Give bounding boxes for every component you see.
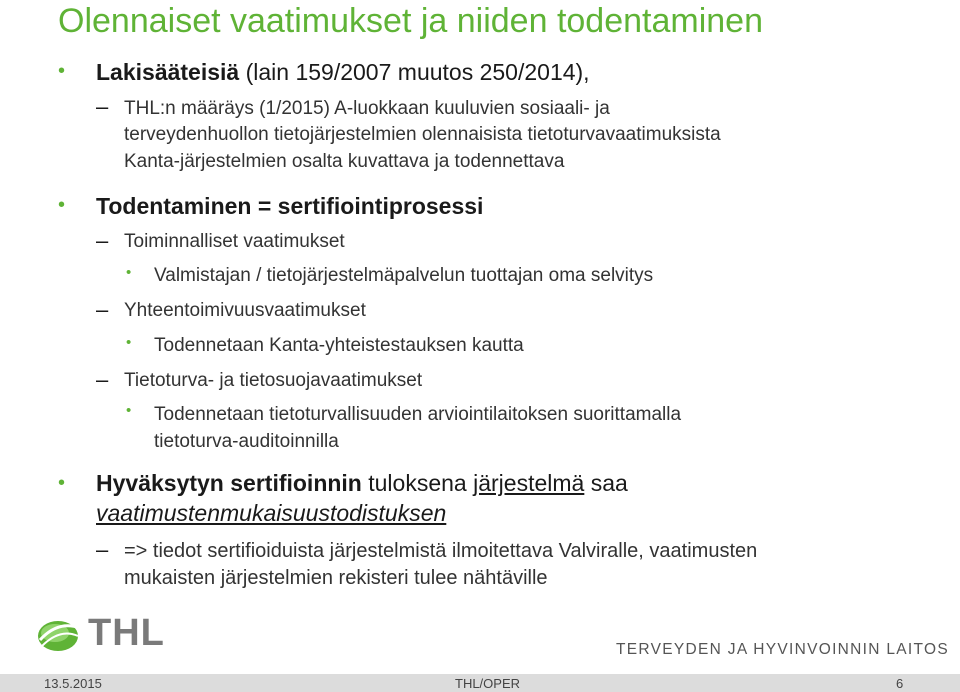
item-certification-bold: Hyväksytyn sertifioinnin [96,470,362,496]
bullet-icon: • [126,334,132,351]
item-legal [96,59,590,86]
item-interoperability: Yhteentoimivuusvaatimukset [124,300,366,321]
item-functional-detail: Valmistajan / tietojärjestelmäpalvelun tuottajan oma selvitys [154,265,654,286]
item-verification: Todentaminen = sertifiointiprosessi [96,193,484,219]
dash-icon: – [96,94,109,119]
item-certification-end: saa [584,470,628,496]
dash-icon: – [96,537,109,562]
item-certification-line2: vaatimustenmukaisuustodistuksen [96,500,447,526]
item-functional-requirements: Toiminnalliset vaatimukset [124,231,345,252]
organization-name: TERVEYDEN JA HYVINVOINNIN LAITOS [616,641,950,658]
item-certification [96,470,628,497]
item-valvira-line1: => tiedot sertifioiduista järjestelmistä ilmoitettava Valviralle, vaatimusten [124,540,758,562]
item-legal-rest: (lain 159/2007 muutos 250/2014), [239,59,590,85]
bullet-icon: • [126,264,132,281]
item-security: Tietoturva- ja tietosuojavaatimukset [124,370,423,391]
item-security-detail-line1: Todennetaan tietoturvallisuuden arviointilaitoksen suorittamalla [154,404,682,425]
item-thl-regulation-line2: terveydenhuollon tietojärjestelmien olennaisista tietoturvavaatimuksista [124,124,721,145]
page-number: 6 [896,676,904,691]
item-thl-regulation-line3: Kanta-järjestelmien osalta kuvattava ja todennettava [124,151,565,172]
thl-logo-icon [34,614,84,656]
bullet-icon: • [58,194,66,216]
dash-icon: – [96,367,109,392]
item-security-detail-line2: tietoturva-auditoinnilla [154,431,339,452]
footer-date: 13.5.2015 [44,676,102,691]
item-thl-regulation-line1: THL:n määräys (1/2015) A-luokkaan kuuluvien sosiaali- ja [124,98,610,119]
footer-center-label: THL/OPER [455,676,521,691]
item-certification-mid: tuloksena [361,470,474,496]
bullet-icon: • [58,472,66,494]
item-interoperability-detail: Todennetaan Kanta-yhteistestauksen kautta [154,335,524,356]
bullet-icon: • [58,60,66,82]
slide-title: Olennaiset vaatimukset ja niiden todentaminen [58,2,763,40]
bullet-icon: • [126,402,132,419]
thl-logo-text: THL [88,612,165,654]
dash-icon: – [96,297,109,322]
item-legal-bold: Lakisääteisiä [96,59,240,85]
item-valvira-line2: mukaisten järjestelmien rekisteri tulee nähtäville [124,567,548,589]
item-certification-underlined: järjestelmä [473,470,585,496]
dash-icon: – [96,228,109,253]
